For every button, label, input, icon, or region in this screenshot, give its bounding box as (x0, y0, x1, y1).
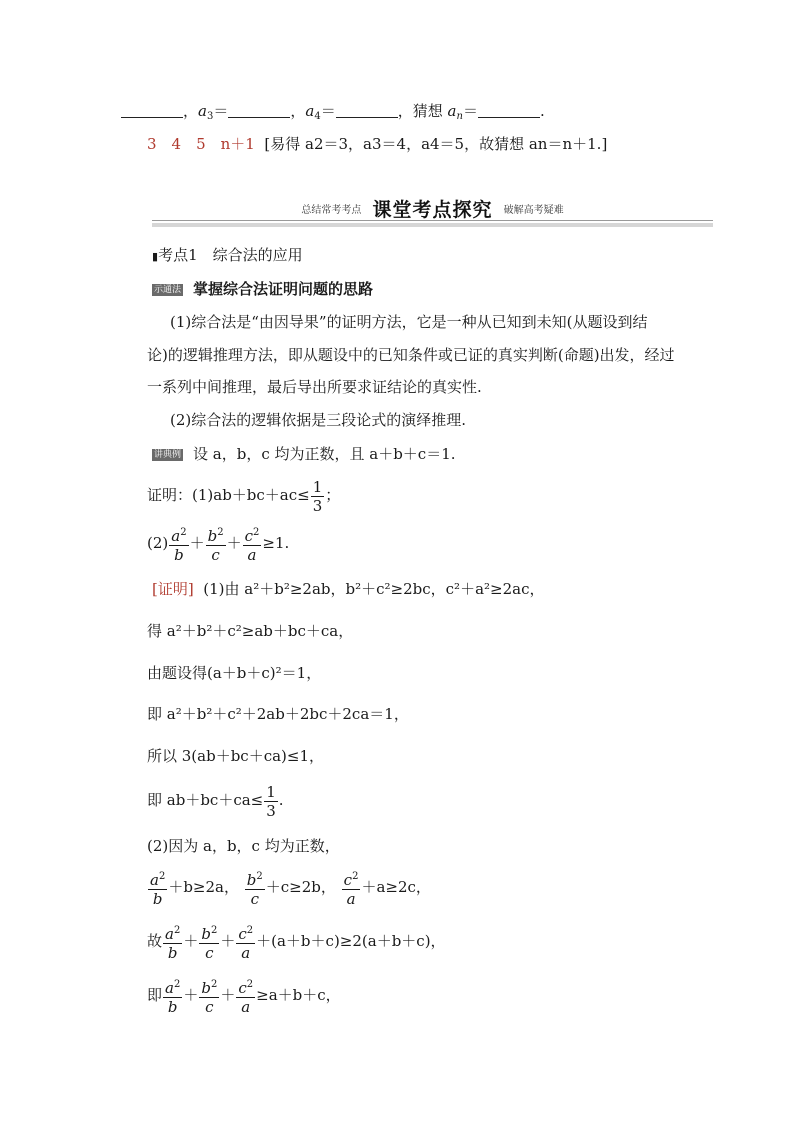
guess-label: 猜想 (412, 102, 443, 120)
method-row (152, 279, 373, 299)
blank-a4[interactable] (336, 103, 398, 118)
sum-line: 故 $\frac{a^2}{b}$ ＋ $\frac{b^2}{c}$ ＋ $\frac{c^2}{a}$ ＋(a＋b＋c)≥2(a＋b＋c)， (147, 922, 446, 962)
proof-line5: 所以 3(ab＋bc＋ca)≤1， (147, 747, 325, 765)
proof-line4: 即 a²＋b²＋c²＋2ab＋2bc＋2ca＝1， (147, 705, 409, 723)
prove-part2: (2) $\frac{a^2}{b}$ ＋ $\frac{b^2}{c}$ ＋ $\frac{c^2}{a}$ ≥1. (147, 524, 289, 564)
three-inequalities: $\frac{a^2}{b}$ ＋b≥2a， $\frac{b^2}{c}$ ＋c≥2b， $\frac{c^2}{a}$ ＋a≥2c， (147, 868, 431, 908)
section-heading: ▮考点1 综合法的应用 (152, 246, 303, 264)
answer-explain: [易得 a2＝3，a3＝4，a4＝5，故猜想 an＝n＋1.] (264, 135, 608, 153)
blank-a3[interactable] (228, 103, 290, 118)
final-line: 即 $\frac{a^2}{b}$ ＋ $\frac{b^2}{c}$ ＋ $\frac{c^2}{a}$ ≥a＋b＋c， (147, 976, 341, 1016)
para1-line2: 论)的逻辑推理方法，即从题设中的已知条件或已证的真实判断(命题)出发，经过 (147, 346, 675, 364)
proof-line6: 即 ab＋bc＋ca≤ $\frac{1}{3}$ . (147, 782, 284, 820)
example-tag: 讲典例 (154, 450, 182, 460)
book-icon: ▮ (152, 250, 159, 263)
para1-line3: 一系列中间推理，最后导出所要求证结论的真实性. (147, 378, 482, 396)
para2: (2)综合法的逻辑依据是三段论式的演绎推理. (170, 411, 467, 429)
blank-a2[interactable] (121, 103, 183, 118)
answer-line (147, 134, 607, 154)
proof-line1: [证明] (1)由 a²＋b²≥2ab，b²＋c²≥2bc，c²＋a²≥2ac， (152, 580, 545, 598)
method-title: 掌握综合法证明问题的思路 (193, 280, 374, 298)
prove-part1: 证明：(1)ab＋bc＋ac≤ $\frac{1}{3}$ ； (147, 477, 341, 515)
banner-left: 总结常考考点 (301, 205, 362, 216)
proof-line2: 得 a²＋b²＋c²≥ab＋bc＋ca， (147, 622, 354, 640)
answer-values: 3 4 5 n＋1 (147, 135, 255, 153)
fill-in-line: ，$a_3=$ ，$a_4=$ ，猜想 $a_n=$ . (121, 101, 545, 127)
example-row (152, 444, 456, 464)
proof-line7: (2)因为 a，b，c 均为正数， (147, 837, 340, 855)
method-tag: 示通法 (154, 285, 182, 295)
banner-title: 课堂考点探究 (372, 199, 493, 221)
proof-label: [证明] (152, 580, 194, 598)
proof-line3: 由题设得(a＋b＋c)²＝1， (147, 664, 322, 682)
section-banner (152, 195, 713, 231)
banner-right: 破解高考疑难 (503, 205, 564, 216)
para1-line1: (1)综合法是“由因导果”的证明方法，它是一种从已知到未知(从题设到结 (170, 313, 648, 331)
blank-an[interactable] (478, 103, 540, 118)
fraction-one-third: $\frac{1}{3}$ (312, 477, 323, 515)
example-stem: 设 a，b，c 均为正数，且 a＋b＋c＝1. (193, 445, 456, 463)
